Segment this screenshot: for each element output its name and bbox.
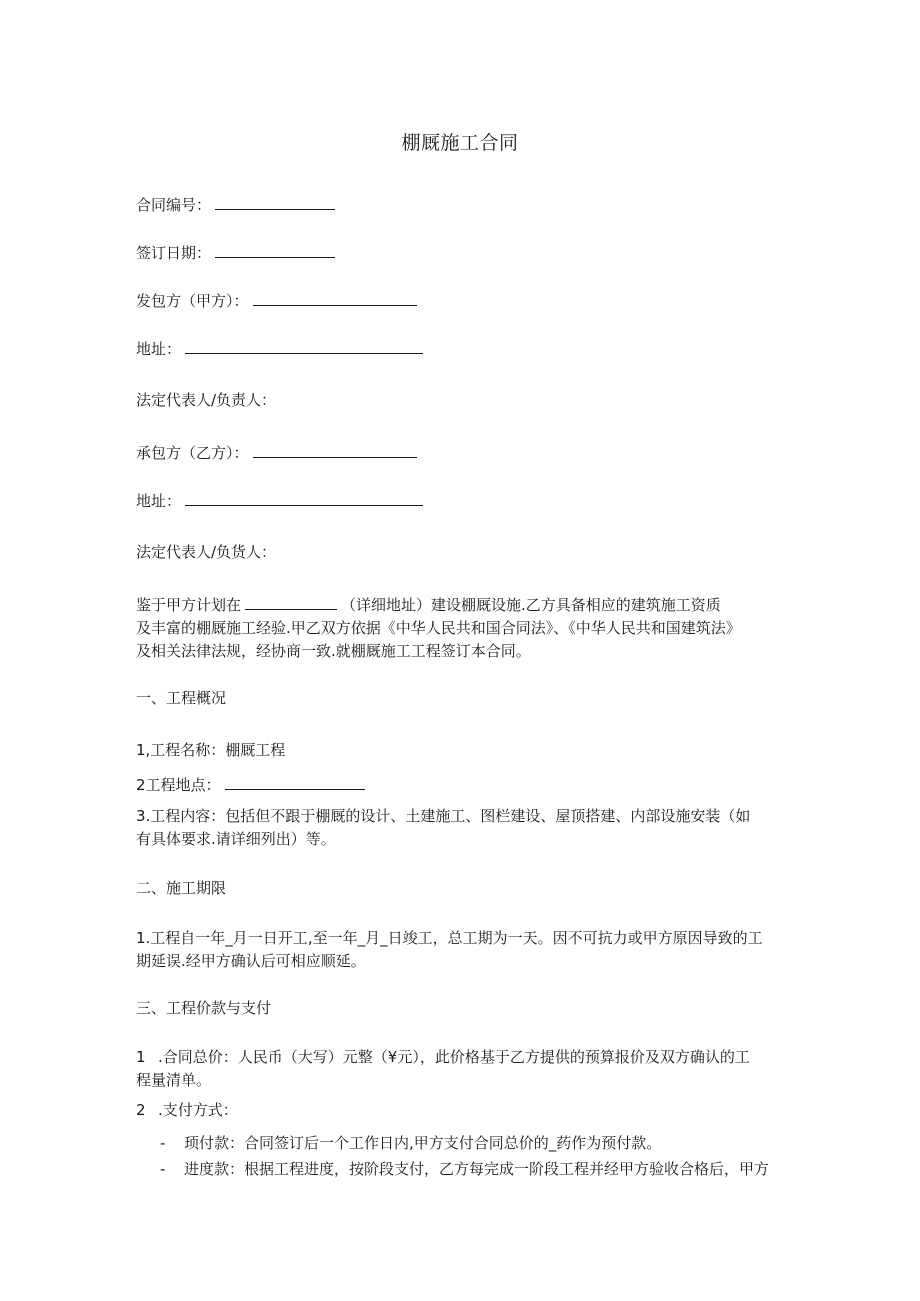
payment-bullet-progress-text: 进度款：根据工程进度，按阶段支付，乙方每完成一阶段工程并经甲方验收合格后，甲方 bbox=[184, 1160, 770, 1178]
section-3-item-2 bbox=[136, 1100, 238, 1120]
rep-a-label: 法定代表人/负责人： bbox=[136, 391, 277, 409]
payment-bullet-progress bbox=[160, 1159, 769, 1179]
party-b-field bbox=[136, 442, 417, 463]
rep-b-label: 法定代表人/负货人： bbox=[136, 543, 277, 561]
party-a-field bbox=[136, 290, 417, 311]
section-3-heading: 三、工程价款与支付 bbox=[136, 999, 272, 1017]
section-1-item-3-line-1: 3.工程内容：包括但不跟于棚厩的设计、土建施工、图栏建设、屋顶搭建、内部设施安装（如 bbox=[136, 807, 751, 825]
party-b-blank bbox=[253, 442, 417, 458]
section-3-item-2-text: .支付方式： bbox=[158, 1101, 238, 1119]
section-2-heading: 二、施工期限 bbox=[136, 879, 227, 897]
section-3-item-1-number: 1 bbox=[136, 1048, 146, 1066]
preamble-line-1-prefix: 鉴于甲方计划在 bbox=[136, 596, 242, 614]
preamble-line-1-suffix: （详细地址）建设棚厩设施.乙方具备相应的建筑施工资质 bbox=[341, 596, 721, 614]
section-2-item-1-line-2: 期延误.经甲方确认后可相应顺延。 bbox=[136, 952, 366, 970]
section-3-item-1 bbox=[136, 1046, 776, 1092]
section-1-heading: 一、工程概况 bbox=[136, 689, 227, 707]
section-3-item-2-number: 2 bbox=[136, 1101, 146, 1119]
section-3-item-1-text: .合同总价：人民币（大写）元整（¥元），此价格基于乙方提供的预算报价及双方确认的工 bbox=[158, 1048, 750, 1066]
section-2-item-1-line-1: 1.工程自一年_月一日开工,至一年_月_日竣工，总工期为一天。因不可抗力或甲方原因导致的工 bbox=[136, 929, 763, 947]
location-blank bbox=[245, 594, 337, 610]
address-b-blank bbox=[185, 490, 423, 506]
bullet-dash: - bbox=[160, 1134, 166, 1152]
section-2-item-1 bbox=[136, 927, 776, 973]
section-1-item-3 bbox=[136, 805, 776, 851]
address-b-field bbox=[136, 490, 423, 511]
party-b-label: 承包方（乙方）： bbox=[136, 444, 249, 462]
address-a-blank bbox=[185, 338, 423, 354]
section-3-item-1-line-2: 程量清单。 bbox=[136, 1071, 212, 1089]
bullet-dash: - bbox=[160, 1160, 166, 1178]
party-a-blank bbox=[253, 290, 417, 306]
project-location-blank bbox=[225, 774, 365, 790]
section-1-item-2 bbox=[136, 774, 365, 795]
payment-bullet-advance bbox=[160, 1133, 661, 1153]
contract-number-blank bbox=[215, 194, 335, 210]
party-a-label: 发包方（甲方）： bbox=[136, 292, 249, 310]
section-1-item-3-line-2: 有具体要求.请详细列出）等。 bbox=[136, 830, 336, 848]
contract-number-field bbox=[136, 194, 335, 215]
preamble-line-1 bbox=[136, 594, 776, 617]
preamble-line-3: 及相关法律法规，经协商一致.就棚厩施工工程签订本合同。 bbox=[136, 642, 531, 660]
address-b-label: 地址： bbox=[136, 492, 182, 510]
section-1-item-1: 1,工程名称：棚厩工程 bbox=[136, 741, 286, 759]
section-3-item-1-line-1 bbox=[136, 1046, 776, 1069]
sign-date-label: 签订日期： bbox=[136, 244, 212, 262]
sign-date-blank bbox=[215, 242, 335, 258]
preamble-line-2: 及丰富的棚厩施工经验.甲乙双方依据《中华人民共和国合同法》、《中华人民共和国建筑法》 bbox=[136, 619, 741, 637]
address-a-label: 地址： bbox=[136, 340, 182, 358]
sign-date-field bbox=[136, 242, 335, 263]
document-title: 棚厩施工合同 bbox=[401, 132, 519, 154]
payment-bullet-advance-text: 顼付款：合同签订后一个工作日内,甲方支付合同总价的_药作为预付款。 bbox=[184, 1134, 662, 1152]
address-a-field bbox=[136, 338, 423, 359]
preamble bbox=[136, 594, 776, 663]
contract-number-label: 合同编号： bbox=[136, 196, 212, 214]
section-1-item-2-label: 2工程地点： bbox=[136, 776, 221, 794]
